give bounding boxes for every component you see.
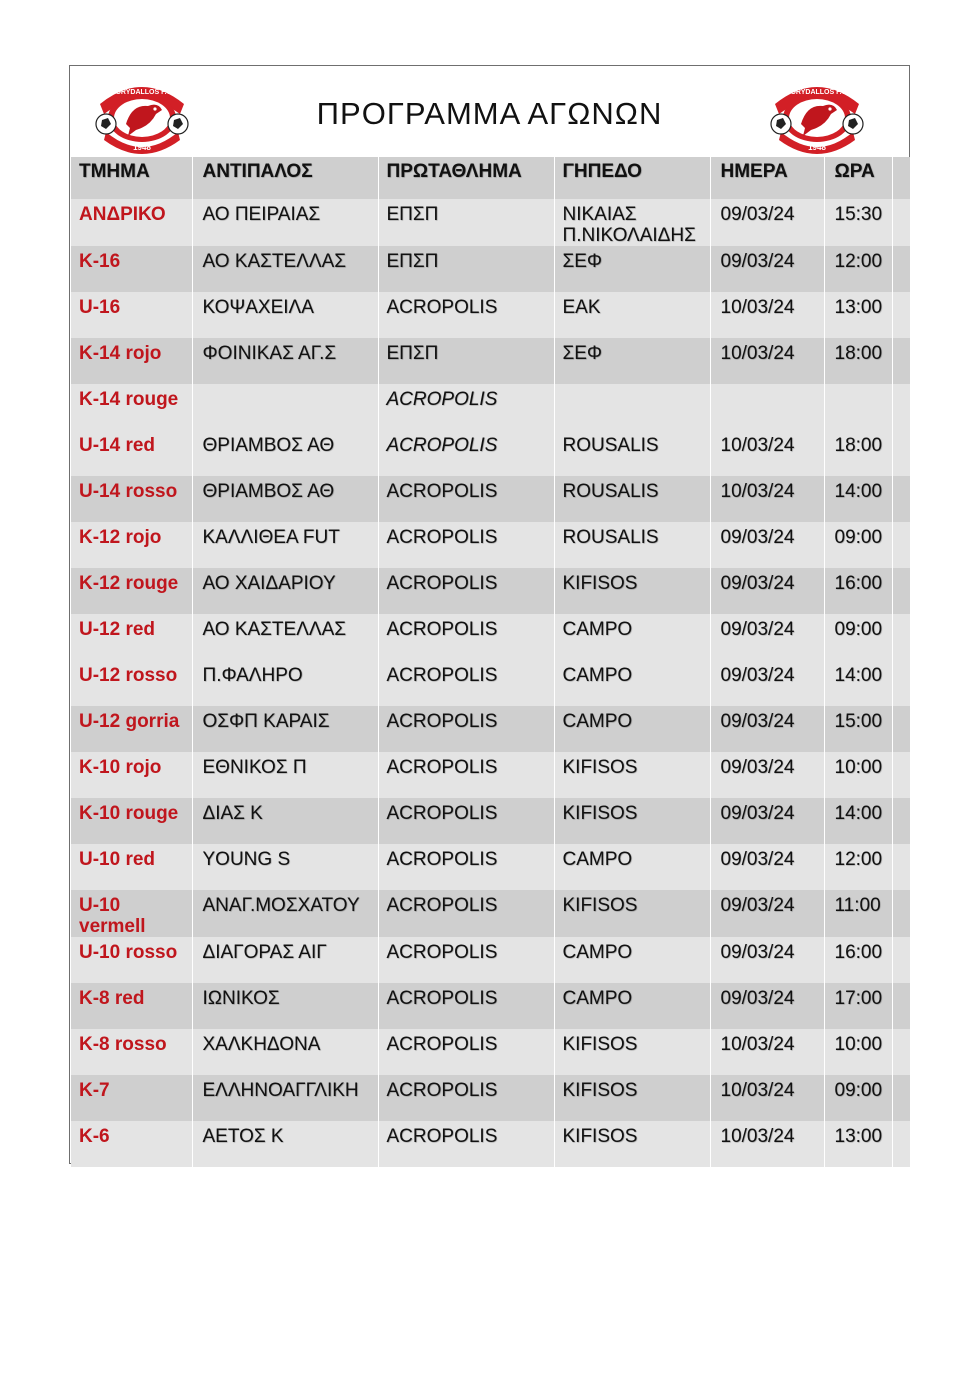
- table-row: [71, 246, 910, 292]
- cell-date: 09/03/24: [710, 614, 824, 660]
- cell-time: 13:00: [824, 1121, 892, 1167]
- cell-venue: ΣΕΦ: [554, 246, 710, 292]
- cell-team: K-8 red: [71, 983, 192, 1029]
- cell-league: ACROPOLIS: [378, 890, 554, 937]
- cell-time: 09:00: [824, 614, 892, 660]
- cell-league: ACROPOLIS: [378, 660, 554, 706]
- column-header-opponent: ΑΝΤΙΠΑΛΟΣ: [192, 157, 378, 199]
- cell-opponent: YOUNG S: [192, 844, 378, 890]
- table-row: [71, 476, 910, 522]
- cell-venue: KIFISOS: [554, 890, 710, 937]
- cell-league: ΕΠΣΠ: [378, 338, 554, 384]
- column-header-venue: ΓΗΠΕΔΟ: [554, 157, 710, 199]
- column-header-time: ΩΡΑ: [824, 157, 892, 199]
- cell-time: 16:00: [824, 568, 892, 614]
- cell-opponent: ΑΝΑΓ.ΜΟΣΧΑΤΟΥ: [192, 890, 378, 937]
- cell-team: K-14 rojo: [71, 338, 192, 384]
- cell-venue: ΕΑΚ: [554, 292, 710, 338]
- cell-league: ACROPOLIS: [378, 614, 554, 660]
- cell-team: K-7: [71, 1075, 192, 1121]
- cell-opponent: ΑΟ ΚΑΣΤΕΛΛΑΣ: [192, 246, 378, 292]
- cell-venue: KIFISOS: [554, 752, 710, 798]
- cell-date: 10/03/24: [710, 338, 824, 384]
- cell-opponent: ΦΟΙΝΙΚΑΣ ΑΓ.Σ: [192, 338, 378, 384]
- cell-time: 13:00: [824, 292, 892, 338]
- cell-team: K-14 rouge: [71, 384, 192, 430]
- cell-time: 18:00: [824, 430, 892, 476]
- cell-time: 14:00: [824, 798, 892, 844]
- cell-team: U-10 vermell: [71, 890, 192, 937]
- schedule-sheet: [69, 65, 910, 1164]
- cell-venue: KIFISOS: [554, 1121, 710, 1167]
- cell-league: ACROPOLIS: [378, 1121, 554, 1167]
- cell-venue: CAMPO: [554, 844, 710, 890]
- cell-time: 09:00: [824, 1075, 892, 1121]
- table-row: [71, 706, 910, 752]
- cell-league: ΕΠΣΠ: [378, 199, 554, 246]
- column-header-league: ΠΡΩΤΑΘΛΗΜΑ: [378, 157, 554, 199]
- cell-team: U-16: [71, 292, 192, 338]
- cell-opponent: ΟΣΦΠ ΚΑΡΑΙΣ: [192, 706, 378, 752]
- table-header-row: [71, 157, 910, 199]
- svg-text:1948: 1948: [133, 143, 151, 152]
- cell-league: ACROPOLIS: [378, 384, 554, 430]
- cell-time: 10:00: [824, 1029, 892, 1075]
- cell-team: K-10 rouge: [71, 798, 192, 844]
- cell-team: U-10 red: [71, 844, 192, 890]
- cell-league: ΕΠΣΠ: [378, 246, 554, 292]
- cell-time: 18:00: [824, 338, 892, 384]
- cell-team: U-12 gorria: [71, 706, 192, 752]
- cell-opponent: ΔΙΑΓΟΡΑΣ ΑΙΓ: [192, 937, 378, 983]
- schedule-table: [71, 157, 910, 1167]
- cell-time: 15:30: [824, 199, 892, 246]
- cell-date: 10/03/24: [710, 476, 824, 522]
- svg-text:KORYDALLOS F.C.: KORYDALLOS F.C.: [785, 89, 849, 96]
- cell-date: 09/03/24: [710, 246, 824, 292]
- cell-venue: ROUSALIS: [554, 430, 710, 476]
- table-row: [71, 890, 910, 937]
- cell-opponent: ΑΟ ΧΑΙΔΑΡΙΟΥ: [192, 568, 378, 614]
- cell-league: ACROPOLIS: [378, 752, 554, 798]
- table-row: [71, 752, 910, 798]
- cell-league: ACROPOLIS: [378, 1075, 554, 1121]
- cell-opponent: ΚΟΨΑΧΕΙΛΑ: [192, 292, 378, 338]
- cell-team: U-14 rosso: [71, 476, 192, 522]
- cell-time: 14:00: [824, 476, 892, 522]
- cell-date: 10/03/24: [710, 1029, 824, 1075]
- cell-date: 10/03/24: [710, 1121, 824, 1167]
- cell-opponent: ΧΑΛΚΗΔΟΝΑ: [192, 1029, 378, 1075]
- table-row: [71, 199, 910, 246]
- table-row: [71, 430, 910, 476]
- cell-league: ACROPOLIS: [378, 568, 554, 614]
- cell-opponent: ΘΡΙΑΜΒΟΣ ΑΘ: [192, 430, 378, 476]
- table-row: [71, 1121, 910, 1167]
- cell-time: 11:00: [824, 890, 892, 937]
- table-row: [71, 614, 910, 660]
- cell-venue: CAMPO: [554, 937, 710, 983]
- cell-opponent: ΚΑΛΛΙΘΕΑ FUT: [192, 522, 378, 568]
- table-row: [71, 1029, 910, 1075]
- cell-team: K-16: [71, 246, 192, 292]
- cell-date: 09/03/24: [710, 568, 824, 614]
- cell-venue: CAMPO: [554, 706, 710, 752]
- cell-date: [710, 384, 824, 430]
- table-row: [71, 292, 910, 338]
- cell-league: ACROPOLIS: [378, 706, 554, 752]
- cell-league: ACROPOLIS: [378, 522, 554, 568]
- svg-text:KORYDALLOS F.C.: KORYDALLOS F.C.: [110, 89, 174, 96]
- cell-date: 09/03/24: [710, 937, 824, 983]
- cell-time: 09:00: [824, 522, 892, 568]
- table-row: [71, 568, 910, 614]
- cell-date: 09/03/24: [710, 983, 824, 1029]
- cell-venue: CAMPO: [554, 614, 710, 660]
- cell-opponent: ΔΙΑΣ Κ: [192, 798, 378, 844]
- cell-time: 12:00: [824, 246, 892, 292]
- cell-team: K-6: [71, 1121, 192, 1167]
- cell-venue: ΣΕΦ: [554, 338, 710, 384]
- cell-venue: ROUSALIS: [554, 476, 710, 522]
- cell-team: K-8 rosso: [71, 1029, 192, 1075]
- table-row: [71, 384, 910, 430]
- cell-opponent: ΕΘΝΙΚΟΣ Π: [192, 752, 378, 798]
- cell-league: ACROPOLIS: [378, 292, 554, 338]
- table-row: [71, 522, 910, 568]
- cell-time: 16:00: [824, 937, 892, 983]
- cell-date: 09/03/24: [710, 706, 824, 752]
- cell-venue: CAMPO: [554, 660, 710, 706]
- cell-league: ACROPOLIS: [378, 476, 554, 522]
- cell-team: K-10 rojo: [71, 752, 192, 798]
- cell-team: K-12 rojo: [71, 522, 192, 568]
- table-row: [71, 338, 910, 384]
- cell-date: 10/03/24: [710, 292, 824, 338]
- cell-opponent: [192, 384, 378, 430]
- column-header-date: ΗΜΕΡΑ: [710, 157, 824, 199]
- cell-opponent: ΑΟ ΠΕΙΡΑΙΑΣ: [192, 199, 378, 246]
- header-spacer: [892, 157, 910, 199]
- cell-opponent: ΘΡΙΑΜΒΟΣ ΑΘ: [192, 476, 378, 522]
- cell-opponent: ΑΕΤΟΣ Κ: [192, 1121, 378, 1167]
- cell-time: 17:00: [824, 983, 892, 1029]
- cell-venue: KIFISOS: [554, 1029, 710, 1075]
- cell-league: ACROPOLIS: [378, 983, 554, 1029]
- cell-league: ACROPOLIS: [378, 1029, 554, 1075]
- cell-date: 09/03/24: [710, 844, 824, 890]
- table-row: [71, 798, 910, 844]
- cell-league: ACROPOLIS: [378, 430, 554, 476]
- cell-date: 10/03/24: [710, 1075, 824, 1121]
- cell-venue: KIFISOS: [554, 568, 710, 614]
- column-header-team: ΤΜΗΜΑ: [71, 157, 192, 199]
- cell-venue: CAMPO: [554, 983, 710, 1029]
- cell-time: 14:00: [824, 660, 892, 706]
- cell-league: ACROPOLIS: [378, 798, 554, 844]
- table-row: [71, 937, 910, 983]
- cell-opponent: Π.ΦΑΛΗΡΟ: [192, 660, 378, 706]
- page-title: ΠΡΟΓΡΑΜΜΑ ΑΓΩΝΩΝ: [316, 96, 663, 131]
- cell-time: [824, 384, 892, 430]
- cell-league: ACROPOLIS: [378, 937, 554, 983]
- table-row: [71, 983, 910, 1029]
- cell-team: U-12 red: [71, 614, 192, 660]
- cell-team: K-12 rouge: [71, 568, 192, 614]
- table-row: [71, 1075, 910, 1121]
- cell-opponent: ΑΟ ΚΑΣΤΕΛΛΑΣ: [192, 614, 378, 660]
- cell-date: 09/03/24: [710, 522, 824, 568]
- cell-venue: ΝΙΚΑΙΑΣ Π.ΝΙΚΟΛΑΙΔΗΣ: [554, 199, 710, 246]
- cell-date: 10/03/24: [710, 430, 824, 476]
- cell-time: 10:00: [824, 752, 892, 798]
- cell-team: U-10 rosso: [71, 937, 192, 983]
- cell-venue: KIFISOS: [554, 1075, 710, 1121]
- cell-venue: [554, 384, 710, 430]
- cell-date: 09/03/24: [710, 199, 824, 246]
- cell-opponent: ΙΩΝΙΚΟΣ: [192, 983, 378, 1029]
- cell-date: 09/03/24: [710, 890, 824, 937]
- cell-opponent: ΕΛΛΗΝΟΑΓΓΛΙΚΗ: [192, 1075, 378, 1121]
- cell-venue: ROUSALIS: [554, 522, 710, 568]
- cell-team: U-14 red: [71, 430, 192, 476]
- cell-date: 09/03/24: [710, 798, 824, 844]
- cell-time: 12:00: [824, 844, 892, 890]
- table-row: [71, 660, 910, 706]
- cell-team: U-12 rosso: [71, 660, 192, 706]
- cell-time: 15:00: [824, 706, 892, 752]
- table-row: [71, 844, 910, 890]
- svg-text:1948: 1948: [808, 143, 826, 152]
- cell-venue: KIFISOS: [554, 798, 710, 844]
- club-crest-icon: [771, 87, 863, 154]
- club-logo-right: [767, 74, 867, 156]
- cell-date: 09/03/24: [710, 752, 824, 798]
- cell-league: ACROPOLIS: [378, 844, 554, 890]
- cell-date: 09/03/24: [710, 660, 824, 706]
- cell-team: ΑΝΔΡΙΚΟ: [71, 199, 192, 246]
